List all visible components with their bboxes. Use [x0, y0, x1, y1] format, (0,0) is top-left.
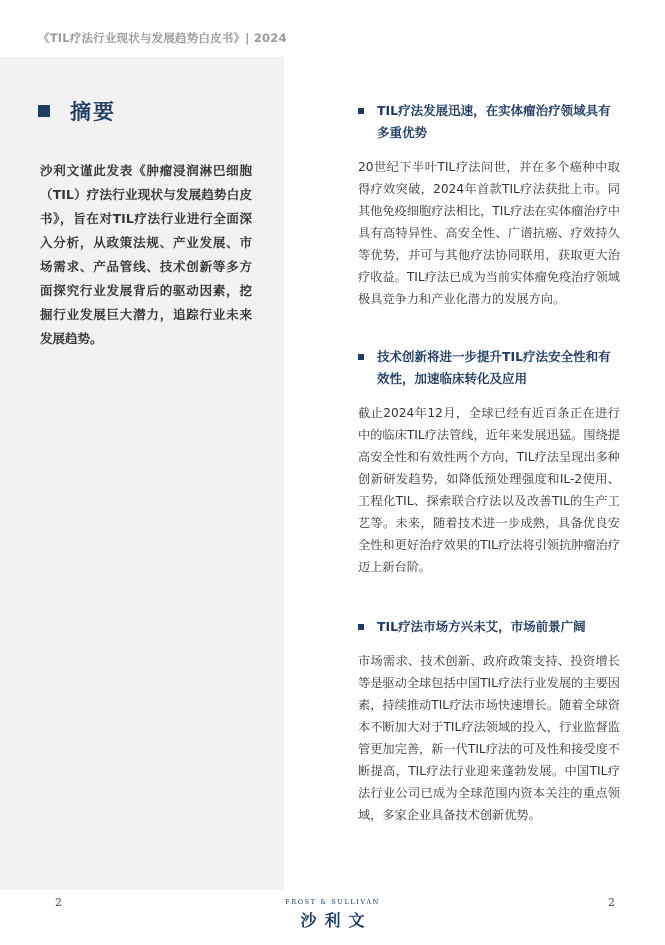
- page-number-right: 2: [608, 896, 615, 909]
- document-header: 《TIL疗法行业现状与发展趋势白皮书》| 2024: [38, 31, 287, 45]
- bullet-square-icon: [358, 108, 364, 114]
- logo-english-text: FROST & SULLIVAN: [285, 898, 380, 906]
- page-number-left: 2: [55, 896, 62, 909]
- section-3-title: TIL疗法市场方兴未艾，市场前景广阔: [377, 619, 586, 634]
- summary-heading: [38, 96, 116, 126]
- logo-chinese-text: 沙利文: [300, 911, 373, 930]
- summary-title: 摘要: [70, 99, 116, 124]
- section-3-heading: [358, 616, 620, 638]
- section-2-title: 技术创新将进一步提升TIL疗法安全性和有效性，加速临床转化及应用: [377, 349, 611, 386]
- section-1-heading: [358, 100, 620, 144]
- bullet-square-icon: [358, 624, 364, 630]
- section-2-body: 截止2024年12月，全球已经有近百条正在进行中的临床TIL疗法管线，近年来发展迅猛。围绕提高安全性和有效性两个方向，TIL疗法呈现出多种创新研发趋势，如降低预处理强度和IL-2使用、工程化TIL、探索联合疗法以及改善TIL的生产工艺等。未来，随着技术进一步成熟，具备优良安全性和更好治疗效果的TIL疗法将引领抗肿瘤治疗迈上新台阶。: [358, 406, 620, 574]
- section-2-heading: [358, 346, 620, 390]
- section-1-body: 20世纪下半叶TIL疗法问世，并在多个癌种中取得疗效突破，2024年首款TIL疗法获批上市。同其他免疫细胞疗法相比，TIL疗法在实体瘤治疗中具有高特异性、高安全性、广谱抗癌、疗效持久等优势，并可与其他疗法协同联用，获取更大治疗收益。TIL疗法已成为当前实体瘤免疫治疗领域极具竞争力和产业化潜力的发展方向。: [358, 160, 620, 306]
- summary-intro: 沙利文谨此发表《肿瘤浸润淋巴细胞（TIL）疗法行业现状与发展趋势白皮书》，旨在对TIL疗法行业进行全面深入分析，从政策法规、产业发展、市场需求、产品管线、技术创新等多方面探究行业发展背后的驱动因素，挖掘行业发展巨大潜力，追踪行业未来发展趋势。: [40, 163, 252, 346]
- heading-square-icon: [38, 105, 50, 117]
- bullet-square-icon: [358, 354, 364, 360]
- company-logo: [0, 898, 665, 931]
- section-3: [358, 616, 620, 826]
- section-2: [358, 346, 620, 578]
- section-3-body: 市场需求、技术创新、政府政策支持、投资增长等是驱动全球包括中国TIL疗法行业发展的主要因素，持续推动TIL疗法市场快速增长。随着全球资本不断加大对于TIL疗法领域的投入，行业监督监管更加完善，新一代TIL疗法的可及性和接受度不断提高，TIL疗法行业迎来蓬勃发展。中国TIL疗法行业公司已成为全球范围内资本关注的重点领域，多家企业具备技术创新优势。: [358, 654, 620, 822]
- section-1: [358, 100, 620, 310]
- section-1-title: TIL疗法发展迅速，在实体瘤治疗领域具有多重优势: [377, 103, 611, 140]
